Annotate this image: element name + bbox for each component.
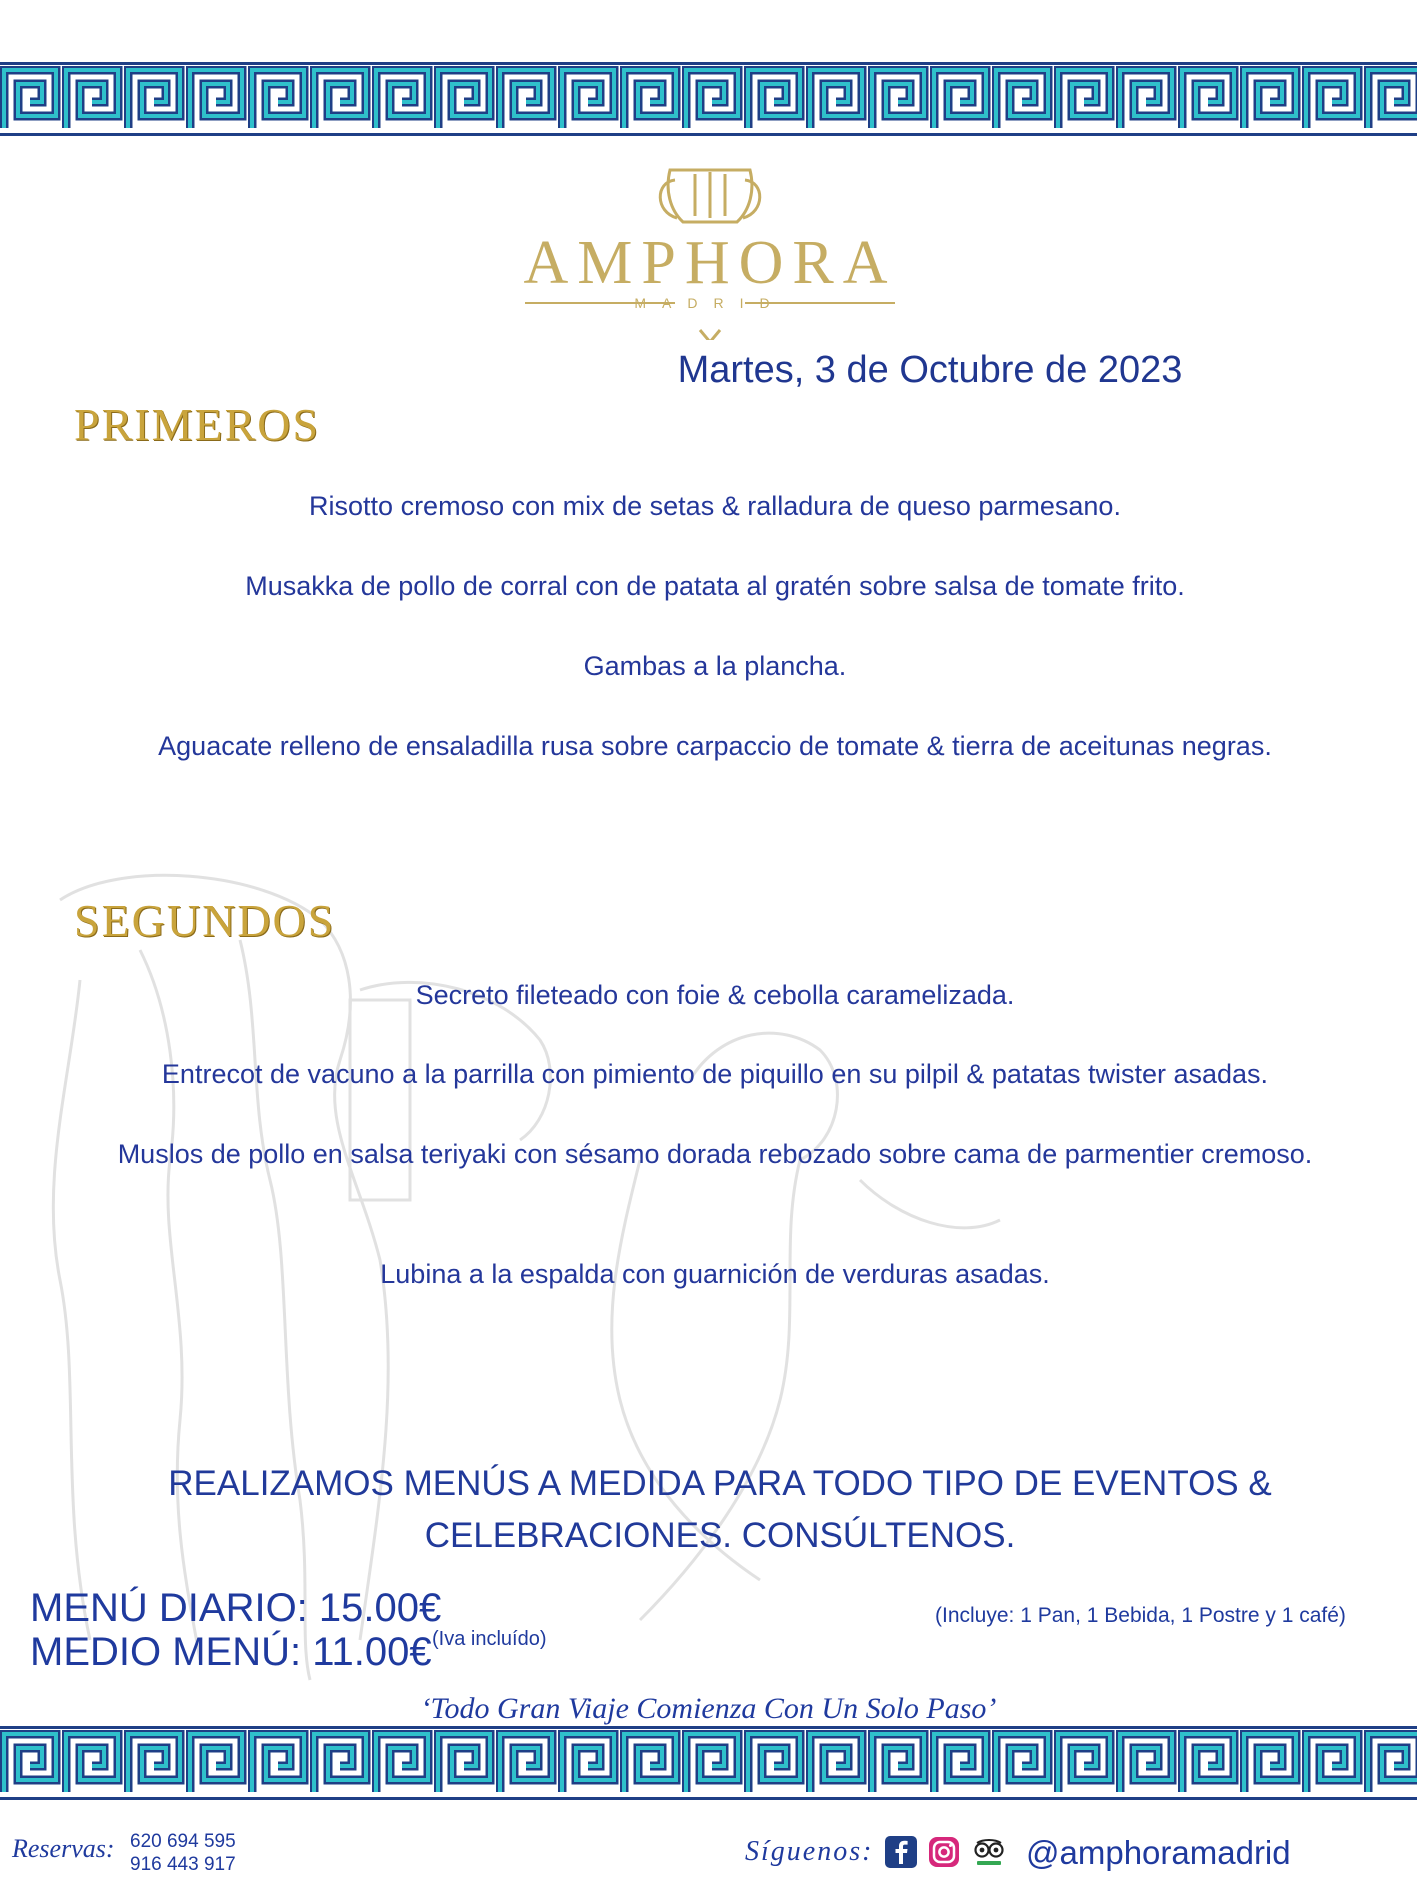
tripadvisor-icon[interactable] [973,1836,1005,1868]
includes-note: (Incluye: 1 Pan, 1 Bebida, 1 Postre y 1 café) [935,1604,1346,1627]
events-notice: REALIZAMOS MENÚS A MEDIDA PARA TODO TIPO DE EVENTOS & CELEBRACIONES. CONSÚLTENOS. [168,1464,1272,1555]
dish-item: Musakka de pollo de corral con de patata al gratén sobre salsa de tomate frito. [245,571,1185,601]
brand-name: AMPHORA [523,229,897,297]
phone-number[interactable]: 620 694 595 [130,1831,236,1852]
dish-item: Muslos de pollo en salsa teriyaki con sésamo dorada rebozado sobre cama de parmentier cremoso. [117,1139,1313,1169]
brand-city: MADRID [634,295,786,311]
phone-number[interactable]: 916 443 917 [130,1854,236,1875]
dish-item: Risotto cremoso con mix de setas & ralladura de queso parmesano. [309,491,1121,521]
section-title-segundos: SEGUNDOS [74,895,336,946]
follow-us-label: Síguenos: [745,1836,874,1867]
iva-note: (Iva incluído) [432,1628,547,1650]
dish-item: Gambas a la plancha. [583,651,847,681]
dish-item: Aguacate relleno de ensaladilla rusa sobre carpaccio de tomate & tierra de aceitunas negras. [158,731,1272,761]
dish-item: Entrecot de vacuno a la parrilla con pimiento de piquillo en su pilpil & patatas twister asadas. [161,1059,1269,1089]
half-menu-price: MEDIO MENÚ: 11.00€ [30,1630,432,1674]
reservations-label: Reservas: [12,1834,115,1863]
dish-item: Lubina a la espalda con guarnición de verduras asadas. [380,1259,1050,1289]
section-title-primeros: PRIMEROS [74,399,321,450]
greek-border-top [0,58,1417,140]
amphora-logo [505,160,915,340]
dish-item: Secreto fileteado con foie & cebolla caramelizada. [415,980,1015,1010]
greek-border-bottom [0,1722,1417,1804]
facebook-icon[interactable] [885,1836,917,1868]
daily-menu-price: MENÚ DIARIO: 15.00€ [30,1586,442,1630]
motto-quote: ‘Todo Gran Viaje Comienza Con Un Solo Paso’ [420,1692,997,1725]
menu-date: Martes, 3 de Octubre de 2023 [677,349,1183,391]
instagram-icon[interactable] [928,1836,960,1868]
social-handle[interactable]: @amphoramadrid [1026,1834,1291,1871]
